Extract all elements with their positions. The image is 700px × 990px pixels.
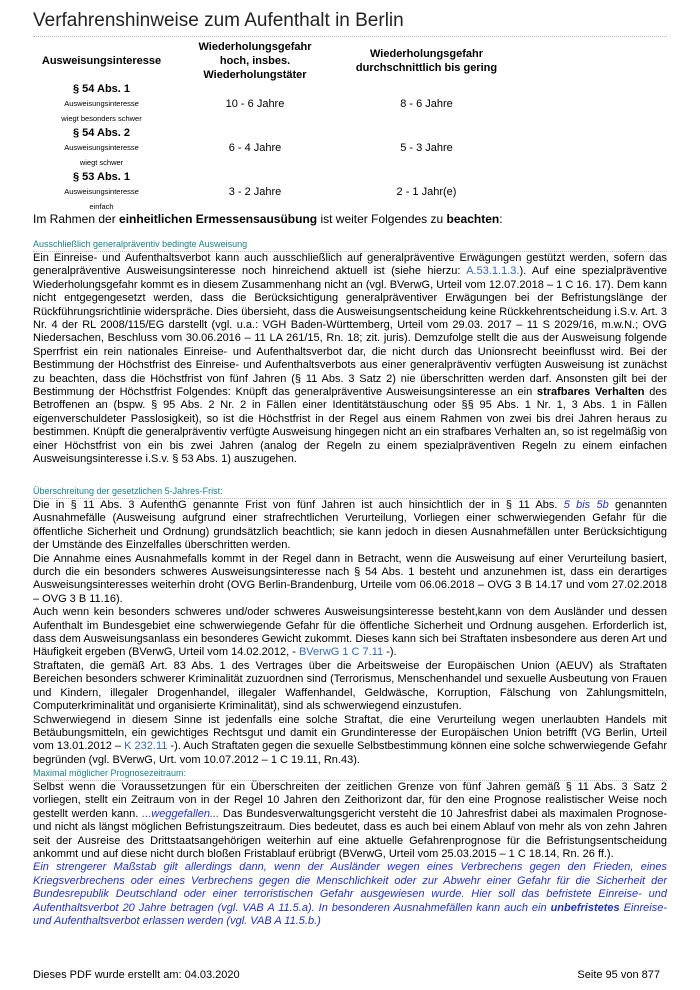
reference-link[interactable]: K 232.11	[124, 740, 168, 753]
table-header-row	[33, 40, 513, 82]
section-5-jahres-frist	[33, 486, 667, 767]
row-low: 2 - 1 Jahr(e)	[396, 186, 457, 198]
reference-link[interactable]: 5 bis 5b	[563, 499, 609, 511]
text: Auch wenn kein besonders schweres und/oder schweres Ausweisungsinteresse besteht,kann von dem Ausländer und dessen Aufenthalt im Bundesgebiet eine schwerwiegende Gefahr für die öffentliche Sicherheit und Ordnung ausgehen. Erforderlich ist, dass dem Ausweisungsanlass ein besonderes Gewicht zukommt. Dieses kann sich bei Straftaten insbesondere aus deren Art und Häufigkeit ergeben (BVerwG, Urteil vom 14.02.2012, -	[33, 606, 667, 659]
row-sub1: Ausweisungsinteresse	[64, 187, 139, 196]
title-divider	[33, 36, 667, 37]
text: ). Auf eine spezialpräventive Wiederholungsgefahr kommt es in diesem Zusammenhang nicht an (vgl. BVerwG, Urteil vom 12.07.2018 – 1 C 16. 17). Dem kann nicht entgegengesetzt werden, dass die Berücksichtigung generalpräventiver Erwägungen bei der Befristungslänge der Rückführungsrichtlinie widerspräche. Dies übersieht, dass die Ausweisungsentscheidung keine Rückkehrentscheidung i.S.v. Art. 3 Nr. 4 der RL 2008/115/EG darstellt (vgl. u.a.: VGH Baden-Württemberg, Urteil vom 29.03. 2017 – 11 S 2029/16, m.w.N.; OVG Niedersachen, Beschluss vom 30.06.2016 – 11 LA 261/15, Rn. 18; zit. juris). Demzufolge stellt die aus der Ausweisung folgende Sperrfrist ein rein nationales Einreise- und Aufenthaltsverbot dar, die nicht durch das Unionsrecht beeinflusst wird. Bei der Bestimmung der Höchstfrist des Einreise- und Aufenthaltsverbots aus einer generalpräventiv verfügten Ausweisung ist zunächst zu beachten, dass die Höchstfrist von fünf Jahren (§ 11 Abs. 3 Satz 2) nie überschritten werden darf. Ansonsten gilt bei der Bestimmung der Höchstfrist Folgendes: Knüpft das generalpräventive Ausweisungsinteresse an ein	[33, 265, 667, 399]
paragraph	[33, 606, 667, 660]
row-interest-cell	[33, 170, 170, 214]
text: Selbst wenn die Voraussetzungen für ein Überschreiten der zeitlichen Grenze von fünf Jahren gemäß § 11 Abs. 3 Satz 2 vorliegen, stellt ein Zeitraum von in der Regel 10 Jahren den Zeithorizont dar, für den eine Prognose realistischer Weise noch gestellt werden kann.	[33, 781, 667, 820]
text: genannten Ausnahmefälle (Ausweisung aufgrund einer strafrechtlichen Verurteilung, Vorliegen einer schwerwiegenden Gefahr für die öffentliche Sicherheit und Ordnung) grundsätzlich beachtlich; sie kann jedoch in diesen Ausnahmefällen unter Berücksichtigung der Umstände des Einzelfalles überschritten werden.	[33, 499, 667, 552]
row-section: § 53 Abs. 1	[72, 171, 131, 183]
header-gefahr-gering: Wiederholungsgefahr durchschnittlich bis gering	[355, 48, 498, 74]
page-title: Verfahrenshinweise zum Aufenthalt in Berlin	[33, 10, 404, 31]
footer-page-number: Seite 95 von 877	[577, 969, 660, 981]
row-sub1: Ausweisungsinteresse	[64, 99, 139, 108]
section-heading: Überschreitung der gesetzlichen 5-Jahres-Frist:	[33, 486, 667, 499]
text: Die in § 11 Abs. 3 AufenthG genannte Frist von fünf Jahren ist auch hinsichtlich der in § 11 Abs.	[33, 499, 564, 511]
paragraph	[33, 252, 667, 467]
reference-link[interactable]: BVerwG 1 C 7.11	[298, 646, 384, 659]
row-section: § 54 Abs. 2	[72, 127, 131, 139]
text: Das Bundesverwaltungsgericht versteht die 10 Jahresfrist dabei als maximalen Prognose- und nicht als längst möglichen Befristungszeitraum. Dies bedeutet, dass es auch bei einem Ablauf von mehr als von zehn Jahren seit der Ausreise des Drittstaatsangehörigen weiterhin auf eine aktuelle Gefahrenprognose für die Befristungsentscheidung ankommt und auf diese nicht durch bloßen Fristablauf erübrigt (BVerwG, Urteil vom 25.03.2015 – 1 C 18.14, Rn. 26 ff.).	[33, 807, 667, 861]
intro-text: Im Rahmen der	[33, 212, 120, 226]
intro-sentence	[33, 212, 503, 226]
text: des Betroffenen an (bspw. § 95 Abs. 2 Nr. 2 in Fällen einer Identitätstäuschung oder §§ 95 Abs. 1 Nr. 1, 3 Abs. 1 in Fällen eigenverschuldeter Passlosigkeit), so ist die Höchstfrist in der Regel aus einem Rahmen von zwei bis drei Jahren heraus zu bestimmen. Knüpft die generalpräventiv verfügte Ausweisung hingegen nicht an ein strafbares Verhalten an, so ist regelmäßig von einer Höchstfrist von ein bis zwei Jahren (analog der Regeln zu einem spezialpräventiven Regeln zu einem einfachen Ausweisungsinteresse i.S.v. § 53 Abs. 1) auszugehen.	[33, 386, 667, 466]
row-sub2: wiegt besonders schwer	[61, 114, 142, 123]
paragraph: Straftaten, die gemäß Art. 83 Abs. 1 des Vertrages über die Arbeitsweise der Europäischen Union (AEUV) als Straftaten Bereichen besonders schwerer Kriminalität zuzuordnen sind (Terrorismus, Menschenhandel und sexuelle Ausbeutung von Frauen und Kindern, illegaler Drogenhandel, illegaler Waffenhandel, Geldwäsche, Korruption, Fälschung von Zahlungsmitteln, Computerkriminalität und organisierte Kriminalität), sind als schwerwiegend einzustufen.	[33, 659, 667, 713]
row-high: 10 - 6 Jahre	[225, 98, 285, 110]
text: Ein strengerer Maßstab gilt allerdings dann, wenn der Ausländer wegen eines Verbrechens gegen den Frieden, eines Kriegsverbrechens oder eines Verbrechens gegen die Menschlichkeit oder zur Abwehr einer Gefahr für die Sicherheit der Bundesrepublik Deutschland oder einer terroristischen Gefahr ausgewiesen wurde. Hier soll das befristete Einreise- und Aufenthaltsverbot 20 Jahre betragen (vgl. VAB A 11.5.a). In besonderen Ausnahmefällen kann auch ein	[33, 861, 667, 914]
table-row	[33, 170, 513, 214]
row-low: 5 - 3 Jahre	[400, 142, 453, 154]
paragraph	[33, 714, 667, 768]
table-row	[33, 126, 513, 170]
intro-text: ist weiter Folgendes zu	[317, 212, 447, 226]
row-high: 3 - 2 Jahre	[228, 186, 282, 198]
italic-paragraph	[33, 861, 667, 928]
intro-bold: einheitlichen Ermessensausübung	[119, 212, 318, 226]
paragraph: Die Annahme eines Ausnahmefalls kommt in der Regel dann in Betracht, wenn die Ausweisung auf einer Verurteilung basiert, durch die ein besonders schweres Ausweisungsinteresse nach § 54 Abs. 1 besteht und anzunehmen ist, dass ein derartiges Ausweisungsinteresses weiterhin droht (OVG Berlin-Brandenburg, Urteile vom 06.06.2018 – OVG 3 B 14.17 und vom 27.02.2018 – OVG 3 B 11.16).	[33, 552, 667, 605]
text: -).	[383, 646, 397, 659]
row-high: 6 - 4 Jahre	[228, 142, 282, 154]
row-section: § 54 Abs. 1	[72, 83, 131, 95]
section-prognosezeitraum	[33, 768, 667, 928]
reference-link[interactable]: A.53.1.1.3.	[466, 265, 520, 278]
bold-text: strafbares Verhalten	[536, 386, 645, 399]
intro-bold: beachten	[446, 212, 500, 226]
text: -). Auch Straftaten gegen die sexuelle Selbstbestimmung können eine solche schwerwiegende Gefahr begründen (vgl. BVerwG, Urt. vom 10.07.2012 – 1 C 19.11, Rn.43).	[33, 740, 667, 766]
table-row	[33, 82, 513, 126]
section-heading: Maximal möglicher Prognosezeitraum:	[33, 768, 667, 781]
row-sub2: einfach	[89, 202, 114, 211]
row-sub1: Ausweisungsinteresse	[64, 143, 139, 152]
section-generalpraevention	[33, 239, 667, 467]
text: Einreise- und Aufenthaltsverbot erlassen werden (vgl. VAB A 11.5.b.)	[33, 901, 668, 928]
bold-text: unbefristetes	[550, 901, 620, 914]
row-low: 8 - 6 Jahre	[400, 98, 453, 110]
text: Schwerwiegend in diesem Sinne ist jedenfalls eine solche Straftat, die eine Verurteilung wegen unerlaubten Handels mit Betäubungsmitteln, ein gewichtiges Rechtsgut und damit ein Grundinteresse der Europäischen Union betrifft (VG Berlin, Urteil vom 13.01.2012 –	[33, 713, 667, 753]
header-gefahr-hoch: Wiederholungsgefahr hoch, insbes. Wiederholungstäter	[198, 41, 312, 81]
italic-text: ...weggefallen...	[142, 807, 220, 820]
row-sub2: wiegt schwer	[79, 158, 124, 167]
row-interest-cell	[33, 126, 170, 170]
section-heading: Ausschließlich generalpräventiv bedingte Ausweisung	[33, 239, 667, 252]
duration-table	[33, 40, 513, 214]
footer-created: Dieses PDF wurde erstellt am: 04.03.2020	[33, 969, 240, 981]
intro-text: :	[499, 212, 503, 226]
text: Ein Einreise- und Aufenthaltsverbot kann auch ausschließlich auf generalpräventive Erwägungen gestützt werden, sofern das generalpräventive Ausweisungsinteresse noch hinreichend aktuell ist (siehe hierzu:	[33, 252, 667, 278]
paragraph	[33, 499, 667, 553]
header-ausweisungsinteresse: Ausweisungsinteresse	[41, 55, 162, 67]
row-interest-cell	[33, 82, 170, 126]
paragraph	[33, 781, 667, 861]
